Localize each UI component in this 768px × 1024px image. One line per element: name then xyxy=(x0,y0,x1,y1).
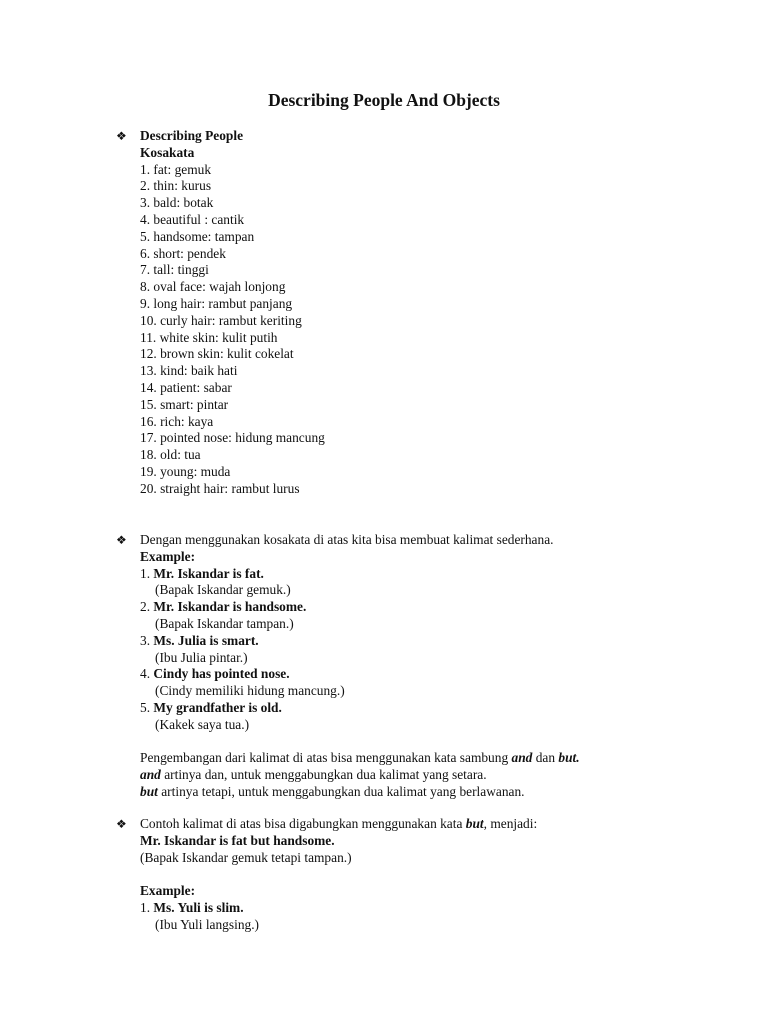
example-sentence: Ms. Julia is smart. xyxy=(153,632,259,648)
vocab-item: 2. thin: kurus xyxy=(140,178,212,194)
vocab-item: 15. smart: pintar xyxy=(140,396,229,412)
combined-sentence-id: (Bapak Iskandar gemuk tetapi tampan.) xyxy=(140,849,352,865)
example-item xyxy=(140,666,580,683)
vocab-item: 9. long hair: rambut panjang xyxy=(140,295,293,311)
vocab-item: 12. brown skin: kulit cokelat xyxy=(140,346,294,362)
example-sentence: Ms. Yuli is slim. xyxy=(153,899,244,915)
bullet-icon: ❖ xyxy=(116,817,127,831)
vocab-item: 6. short: pendek xyxy=(140,245,226,261)
vocab-item: 17. pointed nose: hidung mancung xyxy=(140,430,325,446)
vocab-item: 4. beautiful : cantik xyxy=(140,211,245,227)
vocab-item: 14. patient: sabar xyxy=(140,379,232,395)
example-item xyxy=(140,599,580,616)
text-span: artinya tetapi, untuk menggabungkan dua kalimat yang berlawanan. xyxy=(157,783,525,799)
section-example-sentences xyxy=(140,532,580,801)
keyword-and: and xyxy=(140,767,161,783)
example-item xyxy=(140,633,580,650)
text-span: dan xyxy=(532,750,559,766)
page-title: Describing People And Objects xyxy=(268,90,500,110)
vocab-item: 8. oval face: wajah lonjong xyxy=(140,279,286,295)
example-label: Example: xyxy=(140,883,196,899)
keyword-but: but xyxy=(465,816,484,831)
vocab-item: 19. young: muda xyxy=(140,463,231,479)
example-sentence: Mr. Iskandar is handsome. xyxy=(153,599,307,615)
vocab-item: 10. curly hair: rambut keriting xyxy=(140,312,302,328)
section-describing-people xyxy=(140,128,325,498)
vocab-item: 1. fat: gemuk xyxy=(140,161,212,177)
vocab-item: 13. kind: baik hati xyxy=(140,363,238,379)
keyword-but: but xyxy=(140,783,158,799)
example-number: 1. xyxy=(140,565,154,581)
example-item xyxy=(140,566,580,583)
example-translation: (Bapak Iskandar gemuk.) xyxy=(155,582,291,598)
but-explanation xyxy=(140,784,580,801)
text-span: Pengembangan dari kalimat di atas bisa menggunakan kata sambung xyxy=(140,750,512,766)
vocab-item: 16. rich: kaya xyxy=(140,413,214,429)
example-sentence: My grandfather is old. xyxy=(153,699,282,715)
example-number: 5. xyxy=(140,699,154,715)
bullet-icon: ❖ xyxy=(116,129,127,143)
example-number: 2. xyxy=(140,599,154,615)
keyword-but: but. xyxy=(558,750,580,766)
section-subheading: Kosakata xyxy=(140,144,195,160)
example-translation: (Ibu Yuli langsing.) xyxy=(155,916,260,932)
vocab-item: 11. white skin: kulit putih xyxy=(140,329,278,345)
vocab-item: 18. old: tua xyxy=(140,447,201,463)
conjunction-intro xyxy=(140,750,580,767)
example-translation: (Cindy memiliki hidung mancung.) xyxy=(155,683,345,699)
text-span: Contoh kalimat di atas bisa digabungkan menggunakan kata xyxy=(140,816,466,831)
keyword-and: and xyxy=(511,750,533,766)
section-intro: Dengan menggunakan kosakata di atas kita bisa membuat kalimat sederhana. xyxy=(140,532,554,547)
section-combined-sentences xyxy=(140,816,537,934)
examples-list xyxy=(140,566,580,734)
example-translation: (Kakek saya tua.) xyxy=(155,716,250,732)
vocab-item: 5. handsome: tampan xyxy=(140,228,255,244)
example-number: 1. xyxy=(140,899,154,915)
text-span: artinya dan, untuk menggabungkan dua kalimat yang setara. xyxy=(160,767,487,783)
bullet-icon: ❖ xyxy=(116,533,127,547)
vocab-list xyxy=(140,162,325,498)
section-intro xyxy=(140,816,537,833)
section-heading: Describing People xyxy=(140,128,244,143)
example-label: Example: xyxy=(140,548,196,564)
example-item xyxy=(140,700,580,717)
example-number: 3. xyxy=(140,632,154,648)
example-sentence: Cindy has pointed nose. xyxy=(153,666,290,682)
example-en xyxy=(140,900,537,917)
example-translation: (Bapak Iskandar tampan.) xyxy=(155,615,294,631)
example-number: 4. xyxy=(140,666,154,682)
vocab-item: 7. tall: tinggi xyxy=(140,262,209,278)
vocab-item: 20. straight hair: rambut lurus xyxy=(140,480,300,496)
example-sentence: Mr. Iskandar is fat. xyxy=(153,565,264,581)
example-translation: (Ibu Julia pintar.) xyxy=(155,649,248,665)
vocab-item: 3. bald: botak xyxy=(140,195,214,211)
combined-sentence-en: Mr. Iskandar is fat but handsome. xyxy=(140,832,335,848)
and-explanation xyxy=(140,767,580,784)
text-span: , menjadi: xyxy=(483,816,538,831)
